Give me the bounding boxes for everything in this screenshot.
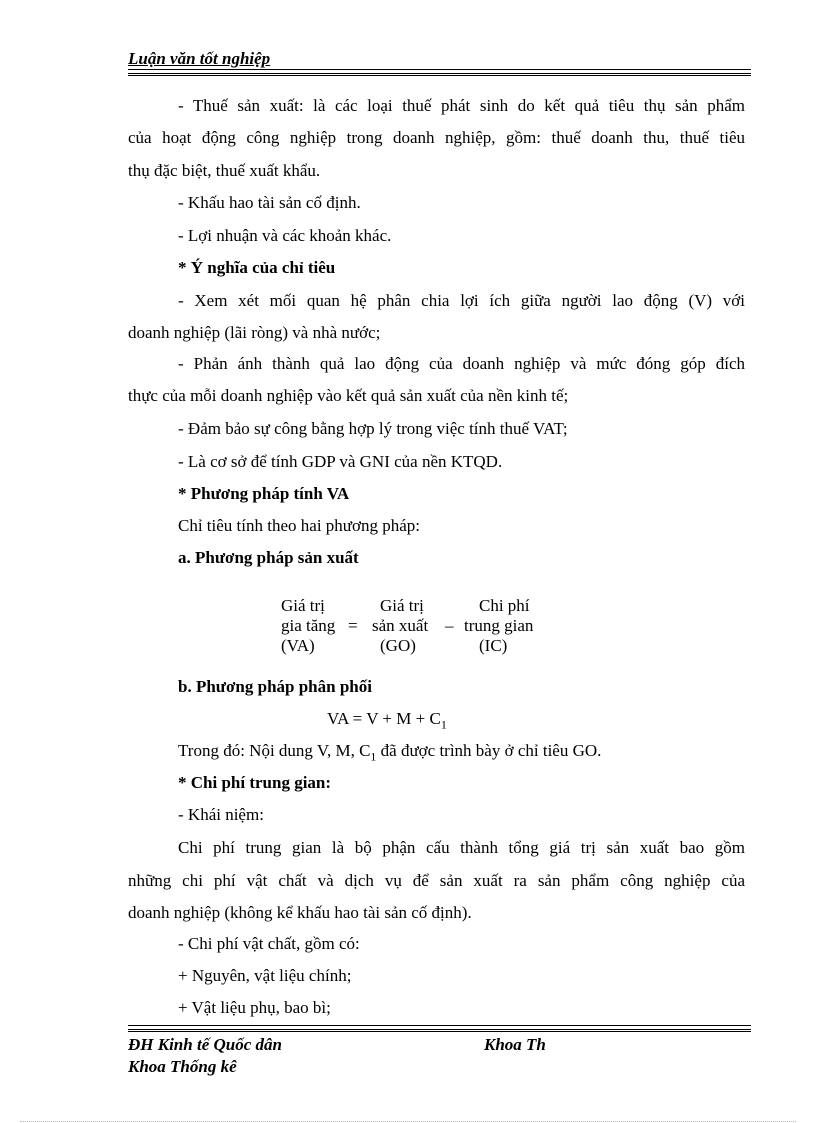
paragraph-line: doanh nghiệp (không kể khấu hao tài sản cố định).: [128, 903, 472, 922]
header-rule: [128, 69, 751, 74]
footer-rule: [128, 1025, 751, 1030]
list-item: + Vật liệu phụ, bao bì;: [178, 998, 331, 1017]
formula-minus: –: [445, 616, 454, 635]
section-heading: * Ý nghĩa của chỉ tiêu: [178, 258, 336, 277]
list-item: - Lợi nhuận và các khoản khác.: [178, 226, 392, 245]
list-item: - Là cơ sở để tính GDP và GNI của nền KTQD.: [178, 452, 503, 471]
paragraph-line: - Phản ánh thành quả lao động của doanh nghiệp và mức đóng góp đích: [178, 354, 745, 373]
paragraph-line: của hoạt động công nghiệp trong doanh nghiệp, gồm: thuế doanh thu, thuế tiêu: [128, 128, 745, 147]
formula-equals: =: [348, 616, 358, 635]
formula-col-ic: Chi phí trung gian (IC): [464, 596, 534, 655]
page-bottom-border: [20, 1121, 796, 1122]
footer-right-text: Khoa Th: [484, 1035, 546, 1054]
list-item: - Đảm bảo sự công bằng hợp lý trong việc tính thuế VAT;: [178, 419, 568, 438]
section-heading: a. Phương pháp sản xuất: [178, 548, 359, 567]
paragraph-line: Chi phí trung gian là bộ phận cấu thành tổng giá trị sản xuất bao gồm: [178, 838, 745, 857]
footer-rule-thin: [128, 1031, 751, 1032]
list-item: - Khái niệm:: [178, 805, 264, 824]
list-item: - Chi phí vật chất, gồm có:: [178, 934, 360, 953]
header-rule-thin: [128, 75, 751, 76]
list-item: + Nguyên, vật liệu chính;: [178, 966, 352, 985]
section-heading: b. Phương pháp phân phối: [178, 677, 372, 696]
formula-col-va: Giá trị gia tăng (VA): [281, 596, 336, 655]
footer-institution: ĐH Kinh tế Quốc dân Khoa Thống kê: [128, 1035, 282, 1076]
paragraph-line: Chỉ tiêu tính theo hai phương pháp:: [178, 516, 421, 535]
paragraph-line: những chi phí vật chất và dịch vụ để sản xuất ra sản phẩm công nghiệp của: [128, 871, 745, 890]
paragraph-line: - Thuế sản xuất: là các loại thuế phát sinh do kết quả tiêu thụ sản phẩm: [178, 96, 745, 115]
paragraph-line: doanh nghiệp (lãi ròng) và nhà nước;: [128, 323, 381, 342]
list-item: - Khấu hao tài sản cố định.: [178, 193, 361, 212]
section-heading: * Chi phí trung gian:: [178, 773, 332, 792]
formula-col-go: Giá trị sản xuất (GO): [372, 596, 429, 655]
paragraph-line: - Xem xét mối quan hệ phân chia lợi ích giữa người lao động (V) với: [178, 291, 745, 310]
paragraph-line: thụ đặc biệt, thuế xuất khẩu.: [128, 161, 321, 180]
formula-distribution-method: VA = $V + M + C_1$: [327, 709, 447, 732]
paragraph-line: Trong đó: Nội dung V, M, $C_1$ đã được trình bày ở chỉ tiêu GO.: [178, 741, 602, 764]
section-heading: * Phương pháp tính VA: [178, 484, 350, 503]
paragraph-line: thực của mỗi doanh nghiệp vào kết quả sản xuất của nền kinh tế;: [128, 386, 569, 405]
page-header-title: Luận văn tốt nghiệp: [128, 49, 271, 68]
